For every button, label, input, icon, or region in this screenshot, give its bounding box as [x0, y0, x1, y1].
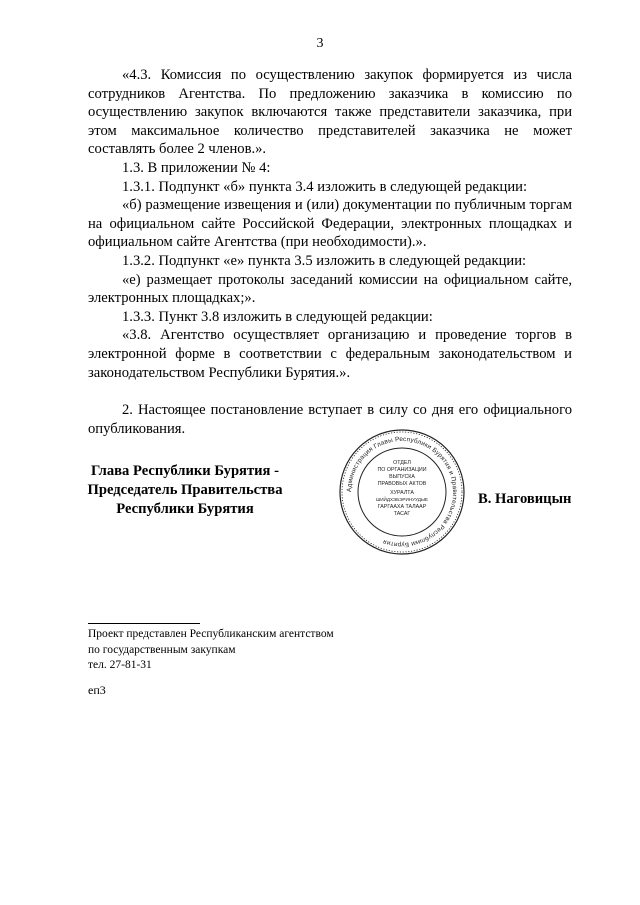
signatory-title-line: Глава Республики Бурятия -	[91, 463, 279, 479]
stamp-inner-line: ТАСАГ	[393, 511, 411, 517]
paragraph-4-3: «4.3. Комиссия по осуществлению закупок формируется из числа сотрудников Агентства. По предложению заказчика в комиссию по осуществлению закупок включаются также представители заказчика, при этом максимальное количество представителей заказчика не может составлять более 2 членов.».	[88, 67, 572, 158]
signatory-title	[70, 462, 300, 519]
stamp-inner-line: ПО ОРГАНИЗАЦИИ	[377, 467, 427, 473]
stamp-inner-line: ОТДЕЛ	[393, 460, 411, 466]
stamp-inner-line: ВЫПУСКА	[389, 474, 415, 480]
paragraph-2-effective: 2. Настоящее постановление вступает в силу со дня его официального опубликования.	[88, 402, 572, 437]
signatory-title-line: Республики Бурятия	[116, 501, 254, 517]
official-stamp	[338, 428, 466, 556]
footnote-line: по государственным закупкам	[88, 643, 236, 656]
paragraph-1-3-1: 1.3.1. Подпункт «б» пункта 3.4 изложить в следующей редакции:	[122, 178, 528, 195]
paragraph-subitem-b: «б) размещение извещения и (или) документации по публичным торгам на официальном сайте Российской Федерации, электронных площадках и официальном сайте Агентства (при необходимости).».	[88, 197, 572, 251]
signatory-title-line: Председатель Правительства	[87, 482, 283, 498]
footnote	[88, 627, 334, 674]
paragraph-3-8: «3.8. Агентство осуществляет организацию и проведение торгов в электронной форме в соответствии с федеральным законодательством и законодательством Республики Бурятия.».	[88, 327, 572, 381]
footnote-line: Проект представлен Республиканским агентством	[88, 628, 334, 640]
stamp-inner-line: ХУРАЛТА	[390, 490, 414, 496]
stamp-inner-line: ШИЙДХЭБЭРИНУУДЫЕ	[376, 497, 428, 502]
stamp-outer-text: Администрация Главы Республики Бурятия и Правительства Республики Бурятия	[345, 435, 459, 549]
footnote-divider	[88, 623, 200, 624]
paragraph-1-3-3: 1.3.3. Пункт 3.8 изложить в следующей редакции:	[122, 308, 433, 325]
page-number: 3	[316, 36, 324, 51]
signatory-name: В. Наговицын	[478, 491, 572, 507]
document-code: еп3	[88, 683, 106, 697]
stamp-inner-line: ПРАВОВЫХ АКТОВ	[377, 481, 427, 487]
footnote-line: тел. 27-81-31	[88, 659, 152, 671]
paragraph-1-3: 1.3. В приложении № 4:	[122, 159, 271, 176]
document-body	[88, 66, 572, 438]
stamp-inner-line: ГАРГААХА ТАЛААР	[377, 504, 427, 510]
paragraph-1-3-2: 1.3.2. Подпункт «е» пункта 3.5 изложить в следующей редакции:	[122, 252, 527, 269]
paragraph-subitem-e: «е) размещает протоколы заседаний комиссии на официальном сайте, электронных площадках;».	[88, 271, 572, 307]
